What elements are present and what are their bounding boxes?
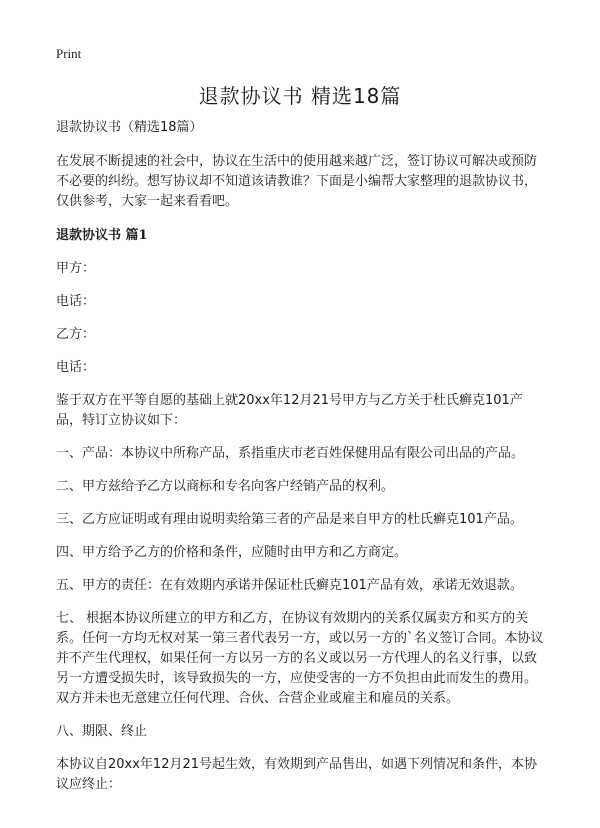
clause-3-proof: 三、乙方应证明或有理由说明卖给第三者的产品是来自甲方的杜氏癣克101产品。 — [56, 512, 523, 527]
print-link[interactable]: Print — [56, 46, 82, 61]
clause-5-responsibility: 五、甲方的责任：在有效期内承诺并保证杜氏癣克101产品有效，承诺无效退款。 — [56, 578, 523, 593]
party-a-phone-field: 电话： — [56, 294, 96, 309]
clause-preamble: 鉴于双方在平等自愿的基础上就20xx年12月21号甲方与乙方关于杜氏癣克101产品，特订立协议如下： — [56, 393, 523, 428]
party-b-phone-field: 电话： — [56, 360, 96, 375]
clause-1-product: 一、产品：本协议中所称产品，系指重庆市老百姓保健用品有限公司出品的产品。 — [56, 446, 525, 461]
party-a-field: 甲方： — [56, 261, 96, 276]
clause-2-rights: 二、甲方兹给予乙方以商标和专名向客户经销产品的权利。 — [56, 479, 395, 494]
intro-paragraph: 在发展不断提速的社会中，协议在生活中的使用越来越广泛，签订协议可解决或预防不必要的纠纷。想写协议却不知道该请教谁？下面是小编帮大家整理的退款协议书，仅供参考，大家一起来看看吧。 — [56, 154, 538, 209]
clause-7-relationship: 七、 根据本协议所建立的甲方和乙方，在协议有效期内的关系仅属卖方和买方的关系。任何一方均无权对某一第三者代表另一方，或以另一方的`名义签订合同。本协议并不产生代理权，如果任何一方以另一方的名义或以另一方代理人的名义行事，以致另一方遭受损失时，该导致损失的一方，应使受害的一方不负担由此而发生的费用。双方并未也无意建立任何代理、合伙、合营企业或雇主和雇员的关系。 — [56, 611, 544, 706]
party-b-field: 乙方： — [56, 327, 96, 342]
section-heading: 退款协议书 篇1 — [56, 228, 148, 243]
document-title: 退款协议书 精选18篇 — [198, 84, 402, 108]
clause-8-term: 本协议自20xx年12月21号起生效，有效期到产品售出，如遇下列情况和条件，本协议应终止： — [56, 757, 538, 792]
clause-4-price: 四、甲方给予乙方的价格和条件，应随时由甲方和乙方商定。 — [56, 545, 408, 560]
document-subtitle: 退款协议书（精选18篇） — [56, 120, 203, 135]
document-body — [56, 118, 546, 808]
clause-8-heading: 八、期限、终止 — [56, 724, 148, 739]
